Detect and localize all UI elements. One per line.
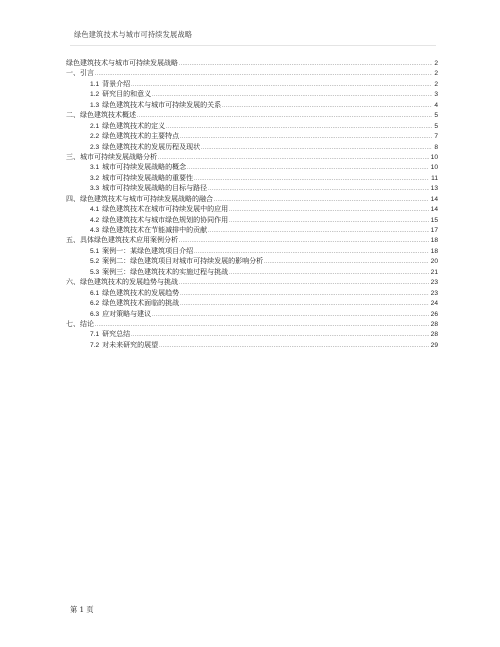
toc-subentry[interactable] xyxy=(66,329,438,339)
toc-page-number: 2 xyxy=(434,80,438,88)
toc-subentry[interactable] xyxy=(66,162,438,172)
toc-subentry[interactable] xyxy=(66,340,438,350)
toc-page-number: 29 xyxy=(430,341,438,349)
toc-page-number: 8 xyxy=(434,143,438,151)
toc-entry-number: 3.1 xyxy=(90,164,100,172)
page-header-title: 绿色建筑技术与城市可持续发展战略 xyxy=(74,30,193,39)
toc-dot-leader xyxy=(229,205,428,215)
toc-page-number: 2 xyxy=(434,70,438,78)
toc-subentry[interactable] xyxy=(66,183,438,193)
toc-entry-title: 绿色建筑技术与城市可持续发展的关系 xyxy=(102,100,222,109)
toc-entry-title: 二、绿色建筑技术概述 xyxy=(66,111,136,120)
toc-entry[interactable] xyxy=(66,194,438,204)
toc-entry-number: 1.1 xyxy=(90,80,100,88)
toc-entry-title: 对未来研究的展望 xyxy=(102,340,159,349)
toc-subentry[interactable] xyxy=(66,100,438,110)
toc-page-number: 20 xyxy=(430,258,438,266)
toc-page-number: 26 xyxy=(430,310,438,318)
toc-dot-leader xyxy=(229,268,428,278)
toc-page-number: 5 xyxy=(434,112,438,120)
toc-dot-leader xyxy=(201,143,432,153)
toc-entry-title: 五、具体绿色建筑技术应用案例分析 xyxy=(66,236,178,245)
toc-entry-title: 绿色建筑技术的发展历程及现状 xyxy=(102,142,201,151)
toc-entry[interactable] xyxy=(66,277,438,287)
toc-entry[interactable] xyxy=(66,68,438,78)
toc-page-number: 11 xyxy=(431,174,438,182)
toc-page-number: 10 xyxy=(430,153,438,161)
toc-page-number: 14 xyxy=(430,206,438,214)
toc-entry[interactable] xyxy=(66,319,438,329)
toc-entry-title: 七、结论 xyxy=(66,319,94,328)
toc-subentry[interactable] xyxy=(66,256,438,266)
toc-dot-leader xyxy=(131,80,432,90)
toc-page-number: 7 xyxy=(434,133,438,141)
toc-entry-title: 绿色建筑技术的定义 xyxy=(102,121,166,130)
toc-dot-leader xyxy=(194,174,429,184)
toc-entry-title: 研究目的和意义 xyxy=(102,90,152,99)
toc-subentry[interactable] xyxy=(66,173,438,183)
toc-page-number: 23 xyxy=(430,289,438,297)
toc-entry-number: 6.3 xyxy=(90,310,100,318)
toc-entry-number: 1.3 xyxy=(90,101,100,109)
toc-dot-leader xyxy=(214,195,429,205)
toc-entry-number: 2.1 xyxy=(90,122,100,130)
toc-dot-leader xyxy=(95,320,429,330)
toc-page-number: 4 xyxy=(434,101,438,109)
toc-dot-leader xyxy=(137,111,432,121)
toc-dot-leader xyxy=(152,310,428,320)
toc-page-number: 23 xyxy=(430,279,438,287)
toc-page-number: 5 xyxy=(434,122,438,130)
toc-page-number: 13 xyxy=(430,185,438,193)
toc-entry-title: 绿色建筑技术面临的挑战 xyxy=(102,299,180,308)
toc-subentry[interactable] xyxy=(66,309,438,319)
toc-entry-title: 背景介绍 xyxy=(102,79,131,88)
toc-entry-number: 5.1 xyxy=(90,247,100,255)
toc-entry-title: 绿色建筑技术在城市可持续发展中的应用 xyxy=(102,205,229,214)
toc-entry-title: 绿色建筑技术的主要特点 xyxy=(102,132,180,141)
toc-entry-title: 研究总结 xyxy=(102,330,131,339)
toc-dot-leader xyxy=(180,132,432,142)
toc-subentry[interactable] xyxy=(66,89,438,99)
toc-dot-leader xyxy=(180,289,428,299)
toc-entry-number: 3.3 xyxy=(90,185,100,193)
toc-entry-title: 案例三：绿色建筑技术的实施过程与挑战 xyxy=(102,267,229,276)
toc-dot-leader xyxy=(187,163,428,173)
toc-entry-number: 1.2 xyxy=(90,91,100,99)
toc-dot-leader xyxy=(180,299,428,309)
toc-entry-number: 5.3 xyxy=(90,268,100,276)
toc-dot-leader xyxy=(179,236,429,246)
toc-subentry[interactable] xyxy=(66,246,438,256)
toc-page-number: 15 xyxy=(430,216,438,224)
toc-entry-title: 城市可持续发展战略的重要性 xyxy=(102,173,194,182)
toc-page-number: 28 xyxy=(430,320,438,328)
toc-subentry[interactable] xyxy=(66,121,438,131)
toc-entry[interactable] xyxy=(66,152,438,162)
toc-entry[interactable] xyxy=(66,110,438,120)
toc-entry-title: 一、引言 xyxy=(66,69,94,78)
toc-dot-leader xyxy=(179,278,429,288)
toc-entry-title: 绿色建筑技术与城市可持续发展战略 xyxy=(66,59,178,67)
toc-dot-leader xyxy=(95,69,432,79)
toc-entry-number: 3.2 xyxy=(90,174,100,182)
toc-subentry[interactable] xyxy=(66,267,438,277)
toc-page-number: 10 xyxy=(430,164,438,172)
toc-dot-leader xyxy=(208,184,428,194)
toc-entry-title: 案例一：某绿色建筑项目介绍 xyxy=(102,246,194,255)
toc-page-number: 18 xyxy=(430,247,438,255)
toc-entry[interactable] xyxy=(66,235,438,245)
toc-entry-title: 绿色建筑技术的发展趋势 xyxy=(102,288,180,297)
toc-entry-number: 5.2 xyxy=(90,258,100,266)
toc-page-number: 28 xyxy=(430,331,438,339)
toc-page-number: 3 xyxy=(434,91,438,99)
toc-dot-leader xyxy=(229,216,428,226)
toc-subentry[interactable] xyxy=(66,131,438,141)
toc-entry-number: 2.2 xyxy=(90,133,100,141)
toc-entry-number: 4.2 xyxy=(90,216,100,224)
toc-subentry[interactable] xyxy=(66,298,438,308)
toc-entry-title: 应对策略与建议 xyxy=(102,309,152,318)
toc-entry-title: 绿色建筑技术与城市绿色规划的协同作用 xyxy=(102,215,229,224)
toc-entry-title: 城市可持续发展战略的目标与路径 xyxy=(102,184,208,193)
toc-entry-number: 4.1 xyxy=(90,206,100,214)
toc-entry-number: 2.3 xyxy=(90,143,100,151)
toc-entry-title: 三、城市可持续发展战略分析 xyxy=(66,152,157,161)
toc-dot-leader xyxy=(131,330,428,340)
toc-page-number: 24 xyxy=(430,300,438,308)
toc-dot-leader xyxy=(179,59,432,69)
toc-subentry[interactable] xyxy=(66,142,438,152)
toc-page-number: 18 xyxy=(430,237,438,245)
toc-page-number: 2 xyxy=(434,60,438,67)
toc-entry[interactable] xyxy=(66,58,438,68)
toc-page-number: 17 xyxy=(430,227,438,234)
toc-subentry[interactable] xyxy=(66,288,438,298)
toc-page-number: 21 xyxy=(430,268,438,276)
toc-subentry[interactable] xyxy=(66,225,438,235)
toc-subentry[interactable] xyxy=(66,215,438,225)
toc-entry-title: 案例二：绿色建筑项目对城市可持续发展的影响分析 xyxy=(102,257,264,266)
toc-entry-number: 7.2 xyxy=(90,341,100,349)
toc-dot-leader xyxy=(166,122,432,132)
toc-dot-leader xyxy=(159,341,428,351)
toc-entry-number: 7.1 xyxy=(90,331,100,339)
toc-entry-number: 6.1 xyxy=(90,289,100,297)
toc-entry-title: 六、绿色建筑技术的发展趋势与挑战 xyxy=(66,278,178,287)
toc-entry-title: 四、绿色建筑技术与城市可持续发展战略的融合 xyxy=(66,194,213,203)
toc-entry-title: 城市可持续发展战略的概念 xyxy=(102,163,187,172)
toc-dot-leader xyxy=(158,153,429,163)
toc-dot-leader xyxy=(264,257,428,267)
toc-dot-leader xyxy=(222,101,432,111)
toc-entry-number: 4.3 xyxy=(90,227,100,234)
toc-entry-title: 绿色建筑技术在节能减排中的贡献 xyxy=(102,226,208,234)
toc-page-number: 14 xyxy=(430,195,438,203)
table-of-contents xyxy=(66,58,438,350)
page-footer-number: 第 1 页 xyxy=(70,605,94,614)
toc-subentry[interactable] xyxy=(66,204,438,214)
toc-entry-number: 6.2 xyxy=(90,300,100,308)
toc-subentry[interactable] xyxy=(66,79,438,89)
toc-dot-leader xyxy=(208,226,428,236)
header-divider xyxy=(70,45,436,46)
